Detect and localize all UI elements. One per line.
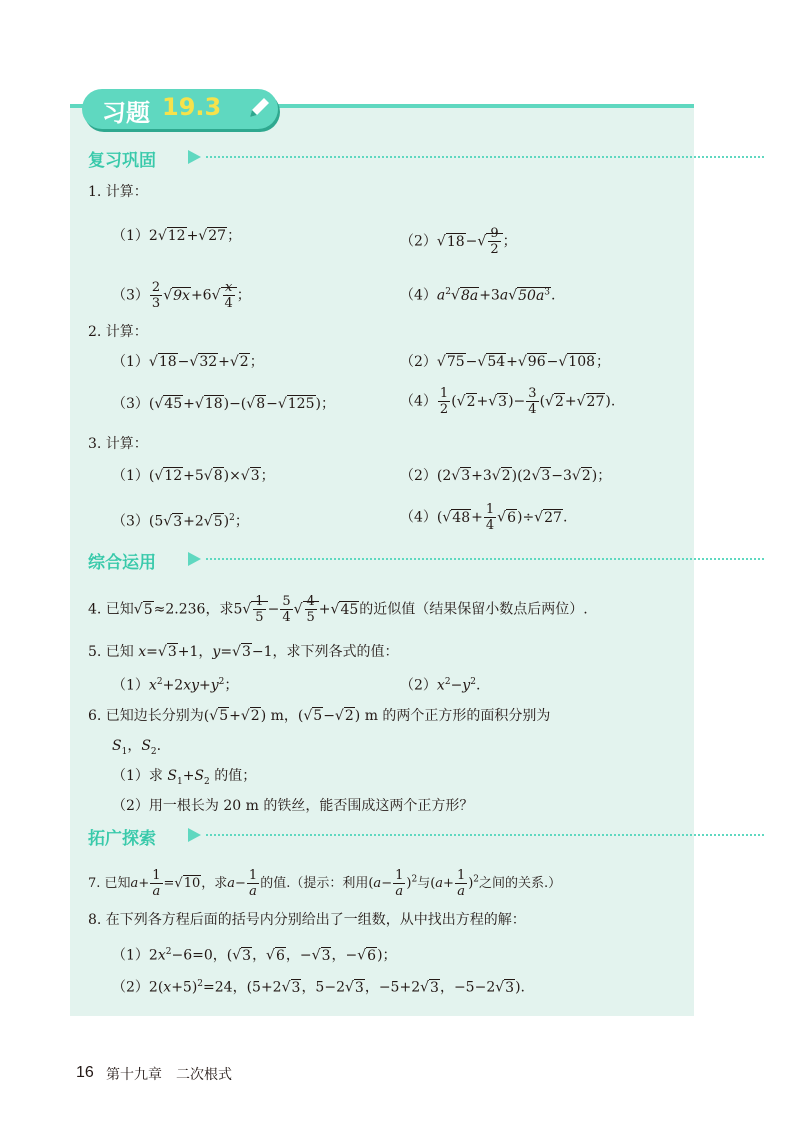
problem-6-part-2: （2）用一根长为 20 m 的铁丝，能否围成这两个正方形？	[112, 798, 474, 814]
problem-5-stem: 5. 已知 x=√3+1，y=√3−1，求下列各式的值：	[88, 644, 399, 660]
problem-1-stem: 1. 计算：	[88, 184, 148, 200]
section-apply-label: 综合运用	[88, 553, 156, 573]
chapter-title: 第十九章 二次根式	[106, 1067, 232, 1083]
problem-7: 7. 已知a+ $\frac{1}{a}$ =√10，求a− $\frac{1}{a}$ 的值.（提示：利用(a− $\frac{1}{a}$ )$^2$与(a+ $\frac{1}{a}$ )$^2$之间的关系.）	[88, 868, 562, 899]
problem-6-part-1: （1）求 $S_1+S_2$ 的值；	[112, 768, 257, 787]
problem-3-stem: 3. 计算：	[88, 436, 148, 452]
problem-2-part-3: （3）(√45+√18)−(√8−√125)；	[112, 396, 335, 412]
problem-1-part-3: （3） $\frac{2}{3}$ √9x+6√ $\frac{x}{4}$ ；	[112, 280, 251, 311]
problem-2-part-1: （1）√18−√32+√2；	[112, 354, 264, 370]
problem-4: 4. 已知√5≈2.236，求5√ $\frac{1}{5}$ − $\frac{5}{4}$ √ $\frac{4}{5}$ +√45的近似值（结果保留小数点后两位）.	[88, 594, 588, 625]
problem-8-part-1: $(1)2x^2-6=0$，(√3，√6，−√3，−√6)；	[112, 947, 397, 964]
problem-8-part-2: $(2)2(x+5)^2=24$，(5+2√3，5−2√3，−5+2√3，−5−2√3).	[112, 979, 525, 996]
section-review-label: 复习巩固	[88, 151, 156, 171]
problem-3-part-4: （4）(√48+ $\frac{1}{4}$ √6)÷√27.	[400, 502, 568, 533]
problem-2-part-2: （2）√75−√54+√96−√108；	[400, 354, 611, 370]
problem-6-stem-cont: $S_1$，$S_2$.	[112, 738, 162, 757]
problem-2-stem: 2. 计算：	[88, 324, 148, 340]
section-apply	[88, 548, 768, 573]
section-dotted-rule	[206, 558, 764, 560]
problem-5-part-2: $(2)x^2-y^2$.	[400, 677, 481, 694]
section-review	[88, 146, 768, 171]
section-arrow-icon	[188, 150, 201, 164]
problem-8-stem: 8. 在下列各方程后面的括号内分别给出了一组数，从中找出方程的解：	[88, 912, 526, 928]
section-arrow-icon	[188, 828, 201, 842]
problem-2-part-4: （4） $\frac{1}{2}$ (√2+√3)− $\frac{3}{4}$ (√2+√27).	[400, 386, 616, 417]
section-dotted-rule	[206, 834, 764, 836]
problem-3-part-3: $(3)(5√3+2√5)^2$；	[112, 513, 249, 530]
section-explore	[88, 824, 768, 849]
problem-3-part-2: （2）(2√3+3√2)(2√3−3√2)；	[400, 468, 612, 484]
page-number: 16	[76, 1064, 94, 1081]
problem-5-part-1: $(1)x^2+2xy+y^2$；	[112, 677, 239, 694]
problem-1-part-4: $(4)a^2√8a+3a√50a^3$.	[400, 287, 556, 304]
exercise-title-word: 习题	[102, 99, 150, 127]
section-arrow-icon	[188, 552, 201, 566]
exercise-title-tab	[82, 89, 278, 129]
problem-3-part-1: （1）(√12+5√8)×√3；	[112, 468, 275, 484]
section-explore-label: 拓广探索	[88, 829, 156, 849]
problem-1-part-2: （2）√18−√ $\frac{9}{2}$ ；	[400, 226, 517, 257]
section-dotted-rule	[206, 156, 764, 158]
exercise-title-number: 19.3	[162, 93, 222, 121]
problem-6-stem: 6. 已知边长分别为(√5+√2) m，(√5−√2) m 的两个正方形的面积分别为	[88, 708, 551, 724]
pencil-icon	[246, 95, 272, 121]
problem-1-part-1: （1）2√12+√27；	[112, 228, 242, 244]
